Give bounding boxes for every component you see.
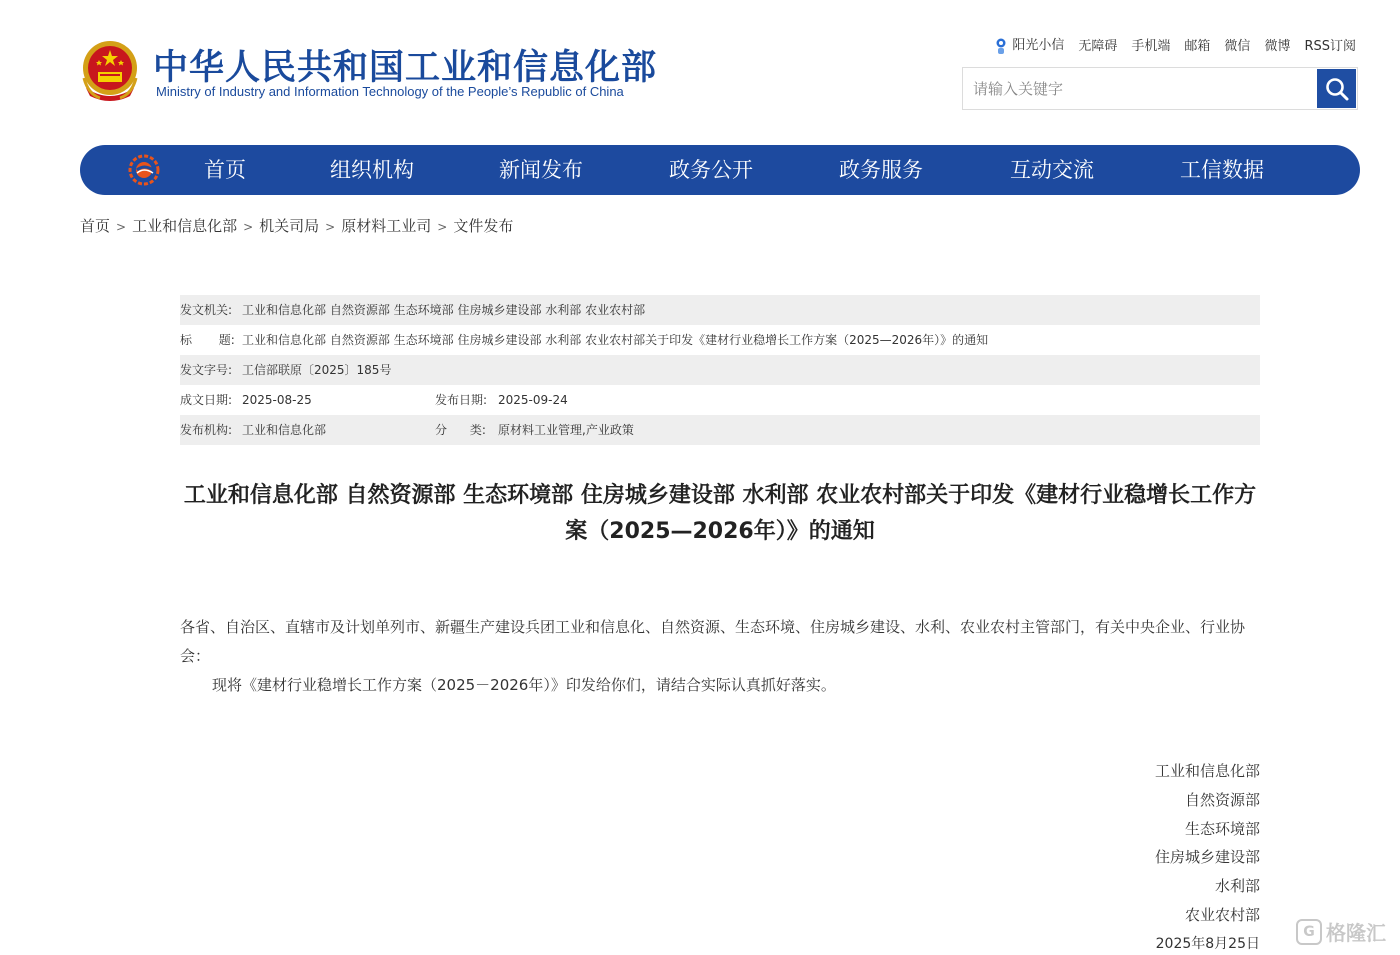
site-title[interactable]: 中华人民共和国工业和信息化部 bbox=[153, 48, 658, 88]
breadcrumb-home[interactable]: 首页 bbox=[80, 217, 111, 235]
nav-home[interactable]: 首页 bbox=[204, 158, 246, 182]
email-link[interactable]: 邮箱 bbox=[1184, 38, 1211, 54]
meta-issuer-label: 发文机关: bbox=[180, 303, 233, 317]
top-links bbox=[994, 34, 1356, 55]
site-header bbox=[0, 0, 1400, 140]
meta-org-value: 工业和信息化部 bbox=[242, 423, 327, 437]
breadcrumb bbox=[80, 215, 513, 236]
breadcrumb-ministry[interactable]: 工业和信息化部 bbox=[132, 217, 238, 235]
search-box bbox=[962, 67, 1358, 110]
sunshine-link[interactable]: 阳光小信 bbox=[994, 34, 1064, 55]
meta-docno-value: 工信部联原〔2025〕185号 bbox=[242, 363, 392, 377]
miit-logo-icon bbox=[128, 154, 160, 186]
search-input[interactable] bbox=[963, 68, 1316, 109]
main-nav bbox=[80, 145, 1360, 195]
signatory: 生态环境部 bbox=[1184, 819, 1260, 838]
meta-issuer-value: 工业和信息化部 自然资源部 生态环境部 住房城乡建设部 水利部 农业农村部 bbox=[242, 303, 646, 317]
signatory: 工业和信息化部 bbox=[1154, 762, 1260, 780]
watermark-text: 格隆汇 bbox=[1326, 921, 1386, 945]
meta-docno-row bbox=[180, 355, 1260, 385]
body-paragraph-recipients: 各省、自治区、直辖市及计划单列市、新疆生产建设兵团工业和信息化、自然资源、生态环境、住房城乡建设、水利、农业农村主管部门，有关中央企业、行业协会： bbox=[180, 618, 1246, 665]
meta-published-label: 发布日期: bbox=[435, 393, 488, 407]
accessibility-link[interactable]: 无障碍 bbox=[1078, 38, 1118, 54]
signatory: 水利部 bbox=[1214, 877, 1260, 896]
breadcrumb-separator: > bbox=[116, 220, 127, 234]
rss-link[interactable]: RSS订阅 bbox=[1304, 38, 1356, 54]
breadcrumb-separator: > bbox=[243, 220, 254, 234]
nav-government-affairs[interactable]: 政务公开 bbox=[669, 158, 753, 182]
weibo-link[interactable]: 微博 bbox=[1264, 38, 1291, 54]
meta-title-label: 标 题: bbox=[180, 333, 235, 347]
signatory: 自然资源部 bbox=[1184, 790, 1260, 809]
breadcrumb-raw-materials[interactable]: 原材料工业司 bbox=[341, 217, 432, 235]
meta-title-value: 工业和信息化部 自然资源部 生态环境部 住房城乡建设部 水利部 农业农村部关于印发《建材行业稳增长工作方案（2025—2026年）》的通知 bbox=[242, 333, 989, 347]
site-title-en: Ministry of Industry and Information Technology of the People’s Republic of China bbox=[156, 84, 624, 99]
meta-issuer-row bbox=[180, 295, 1260, 325]
meta-published-value: 2025-09-24 bbox=[498, 393, 568, 407]
nav-government-services[interactable]: 政务服务 bbox=[839, 158, 923, 182]
meta-dates-row bbox=[180, 385, 1260, 415]
signature-date: 2025年8月25日 bbox=[1155, 935, 1260, 952]
mobile-link[interactable]: 手机端 bbox=[1131, 38, 1171, 54]
document-metadata bbox=[180, 295, 1260, 445]
meta-docno-label: 发文字号: bbox=[180, 363, 233, 377]
signature-block bbox=[1000, 757, 1260, 955]
signatory: 农业农村部 bbox=[1184, 905, 1260, 924]
search-button[interactable] bbox=[1317, 69, 1356, 108]
meta-org-label: 发布机构: bbox=[180, 423, 233, 437]
watermark bbox=[1296, 917, 1386, 946]
body-paragraph-notice: 现将《建材行业稳增长工作方案（2025－2026年）》印发给你们，请结合实际认真抓好落实。 bbox=[212, 676, 836, 694]
breadcrumb-departments[interactable]: 机关司局 bbox=[259, 217, 320, 235]
nav-interaction[interactable]: 互动交流 bbox=[1010, 158, 1094, 182]
meta-title-row bbox=[180, 325, 1260, 355]
national-emblem-icon bbox=[80, 38, 140, 104]
meta-category-label: 分 类: bbox=[435, 423, 486, 437]
nav-data[interactable]: 工信数据 bbox=[1180, 158, 1264, 182]
breadcrumb-documents[interactable]: 文件发布 bbox=[453, 217, 514, 235]
wechat-link[interactable]: 微信 bbox=[1224, 38, 1251, 54]
meta-org-row bbox=[180, 415, 1260, 445]
meta-category-value: 原材料工业管理,产业政策 bbox=[498, 423, 634, 437]
document-title: 工业和信息化部 自然资源部 生态环境部 住房城乡建设部 水利部 农业农村部关于印发《建材行业稳增长工作方案（2025—2026年）》的通知 bbox=[183, 483, 1257, 544]
meta-created-value: 2025-08-25 bbox=[242, 393, 312, 407]
breadcrumb-separator: > bbox=[325, 220, 336, 234]
robot-mascot-icon bbox=[994, 37, 1008, 55]
nav-news[interactable]: 新闻发布 bbox=[499, 158, 583, 182]
breadcrumb-separator: > bbox=[437, 220, 448, 234]
search-icon bbox=[1324, 76, 1350, 102]
meta-created-label: 成文日期: bbox=[180, 393, 233, 407]
document-body bbox=[180, 613, 1250, 700]
nav-organization[interactable]: 组织机构 bbox=[330, 158, 414, 182]
watermark-logo-icon: G bbox=[1296, 919, 1322, 945]
signatory: 住房城乡建设部 bbox=[1154, 848, 1260, 867]
